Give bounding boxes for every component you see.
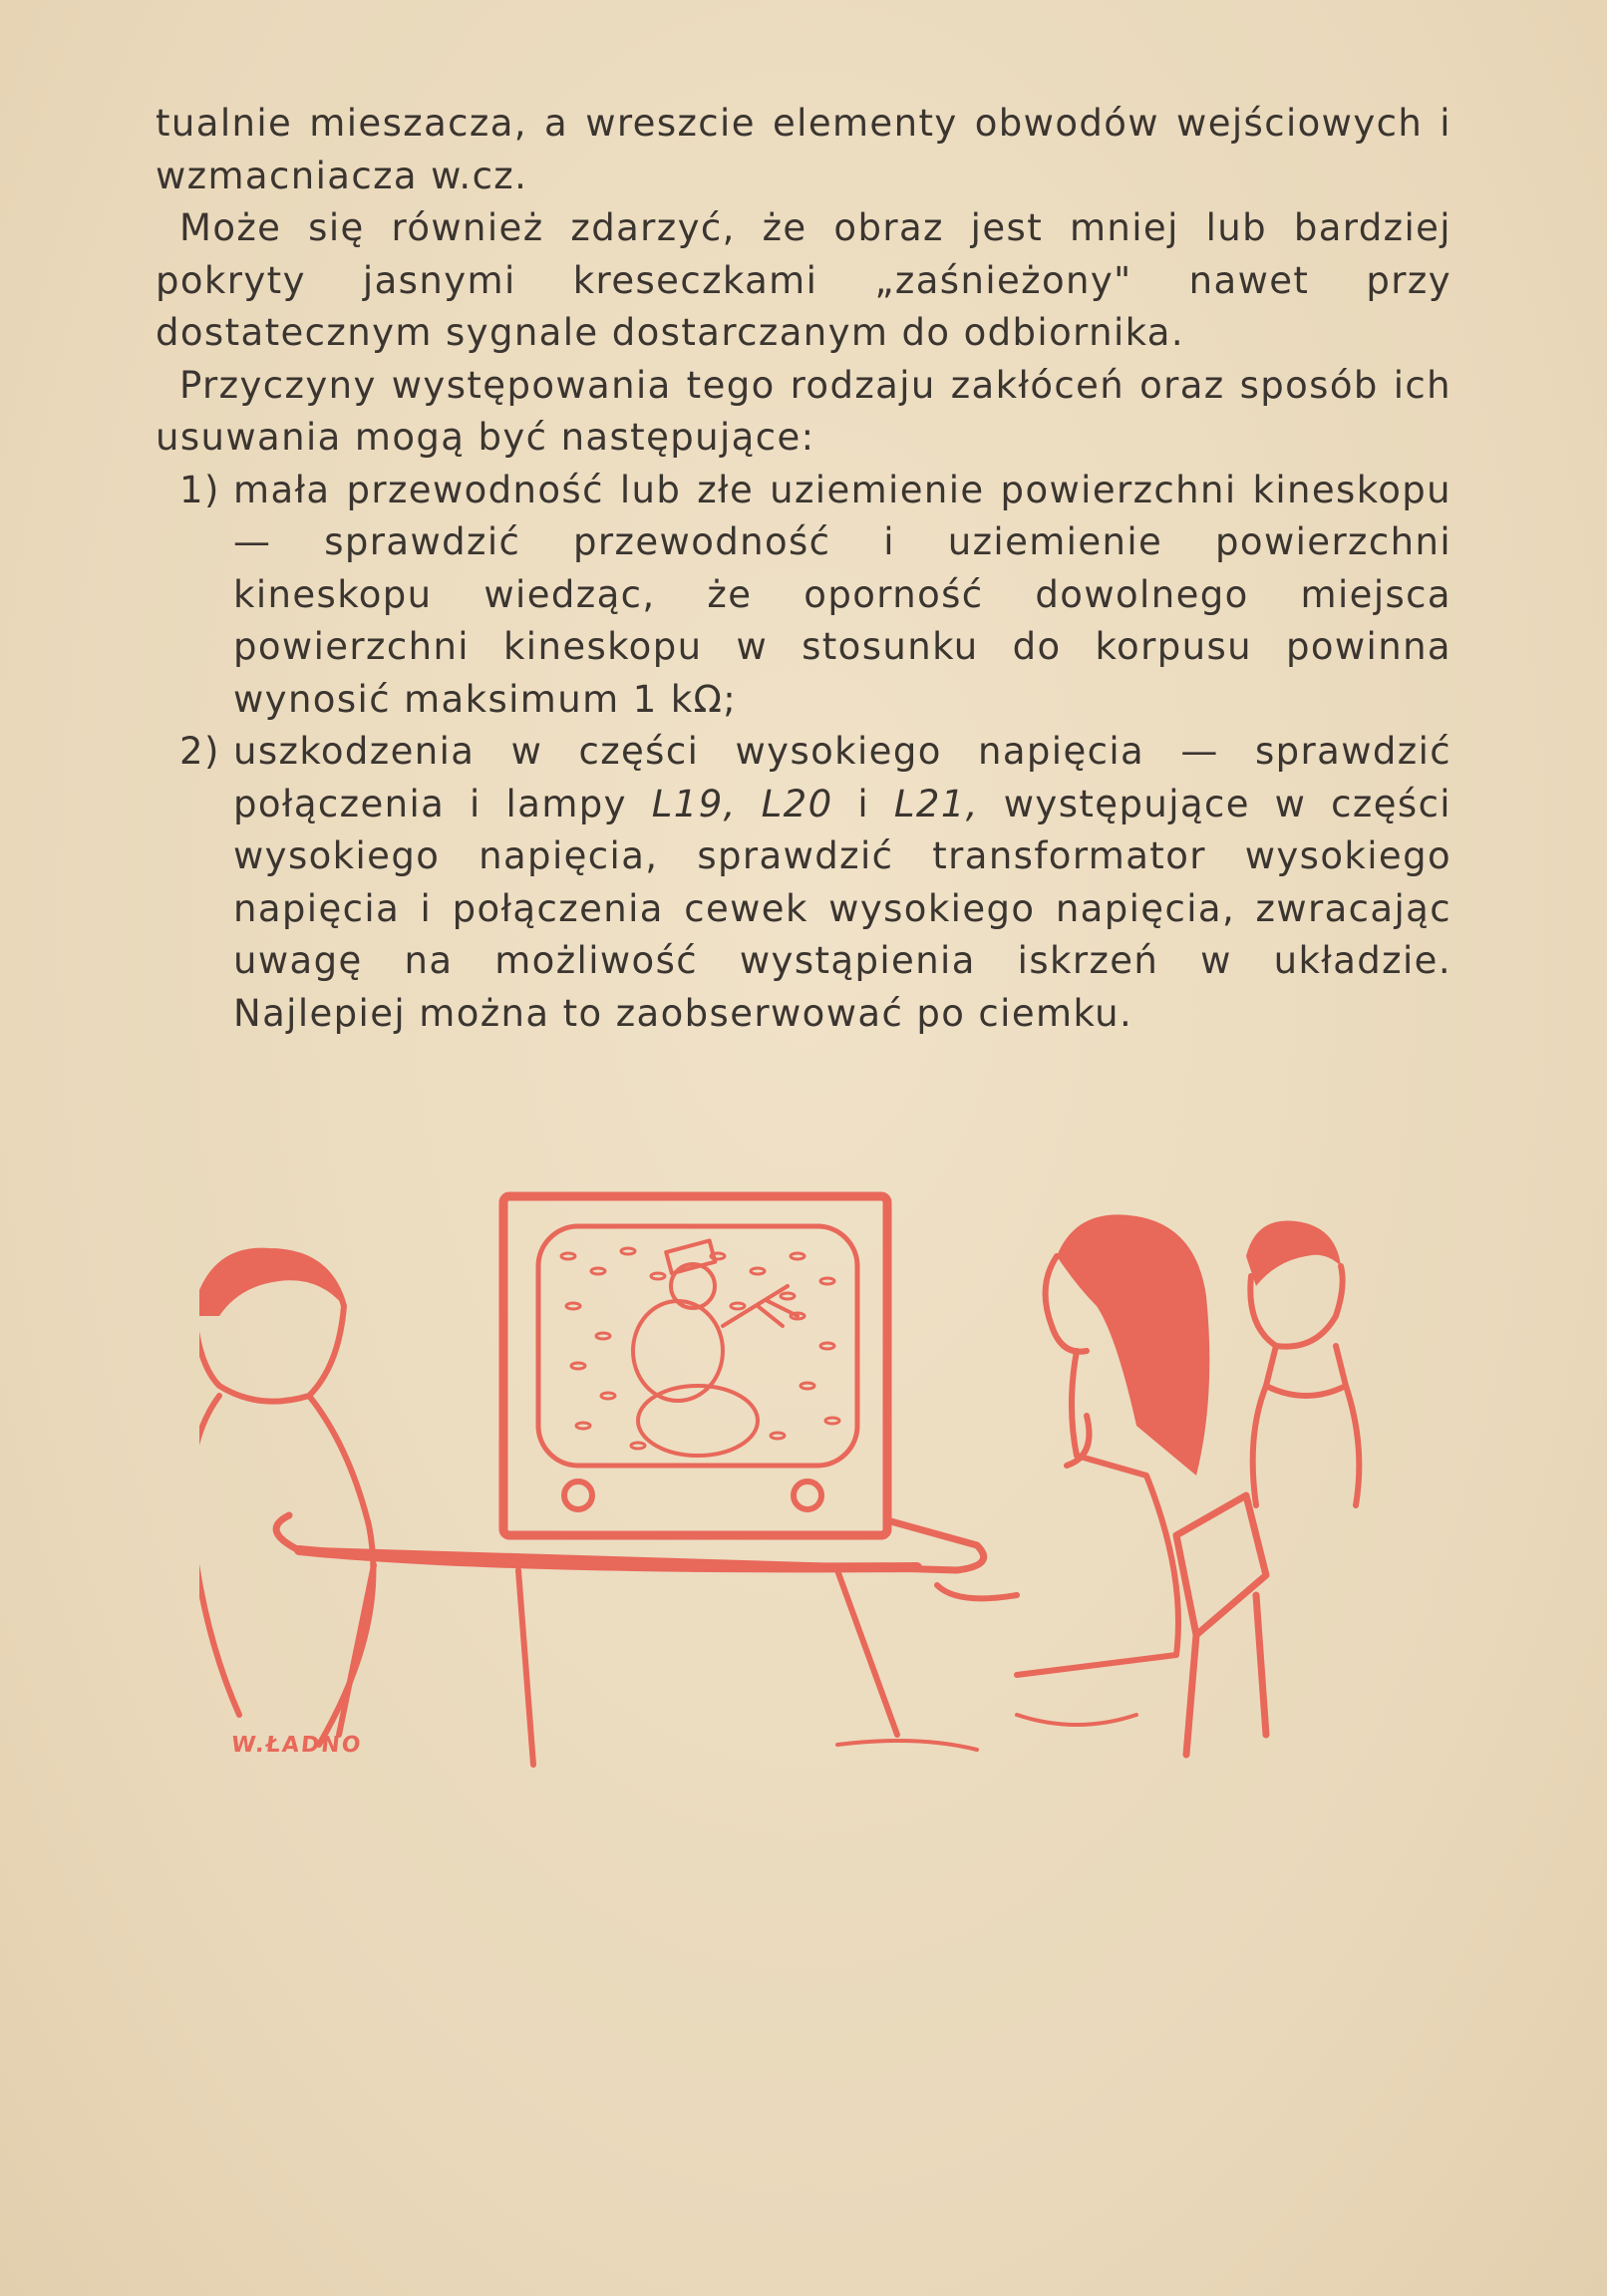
table-leg-3 (837, 1570, 897, 1735)
paragraph-continuation: tualnie mieszacza, a wreszcie elementy obwodów wejściowych i wzmacniacza w.cz. (156, 102, 1451, 197)
list-item-2 (156, 726, 1451, 1040)
table-leg-2 (518, 1570, 533, 1765)
list-text (233, 726, 1451, 1040)
chair (1176, 1495, 1266, 1755)
list-text-part: uszkodzenia w części wysokiego napięcia — sprawdzić połączenia i lampy (233, 730, 1451, 825)
list-item-1 (156, 465, 1451, 727)
tv-knob-left (564, 1481, 592, 1509)
paragraph-snow-effect: Może się również zdarzyć, że obraz jest mniej lub bardziej pokryty jasnymi kreseczkami „zaśnieżony" nawet przy dostatecznym sygnale dostarczanym do odbiornika. (156, 206, 1451, 354)
boy-right (1246, 1220, 1359, 1505)
boy-left (199, 1251, 373, 1745)
tv-knob-right (794, 1481, 821, 1509)
floor-lines (837, 1715, 1136, 1750)
list-number: 2) (179, 730, 220, 773)
lamp-code-last: L21, (893, 782, 979, 825)
lamp-codes: L19, L20 (651, 782, 833, 825)
screen-snow (561, 1248, 839, 1449)
list-number: 1) (179, 468, 220, 511)
tv-cabinet (503, 1196, 887, 1535)
list-text-part: występujące w części wysokiego napięcia, sprawdzić transformator wysokiego napięcia i połączenia cewek wysokiego napięcia, zwracając uwagę na możliwość wystąpienia iskrzeń w układzie. Najlepiej można to zaobserwować po ciemku. (233, 782, 1451, 1035)
paragraph-causes: Przyczyny występowania tego rodzaju zakłóceń oraz sposób ich usuwania mogą być następujące: (156, 363, 1451, 459)
tv-viewers-illustration (199, 1176, 1396, 1775)
girl (937, 1214, 1209, 1675)
artist-signature: W.ŁADNO (229, 1733, 364, 1758)
page-text (156, 98, 1451, 1040)
table-leg-1 (339, 1565, 374, 1735)
list-text: mała przewodność lub złe uziemienie powierzchni kineskopu — sprawdzić przewodność i uziemienie powierzchni kineskopu wiedząc, że oporność dowolnego miejsca powierzchni kineskopu w stosunku do korpusu powinna wynosić maksimum 1 kΩ; (233, 468, 1451, 721)
list-text-part: i (832, 782, 894, 825)
